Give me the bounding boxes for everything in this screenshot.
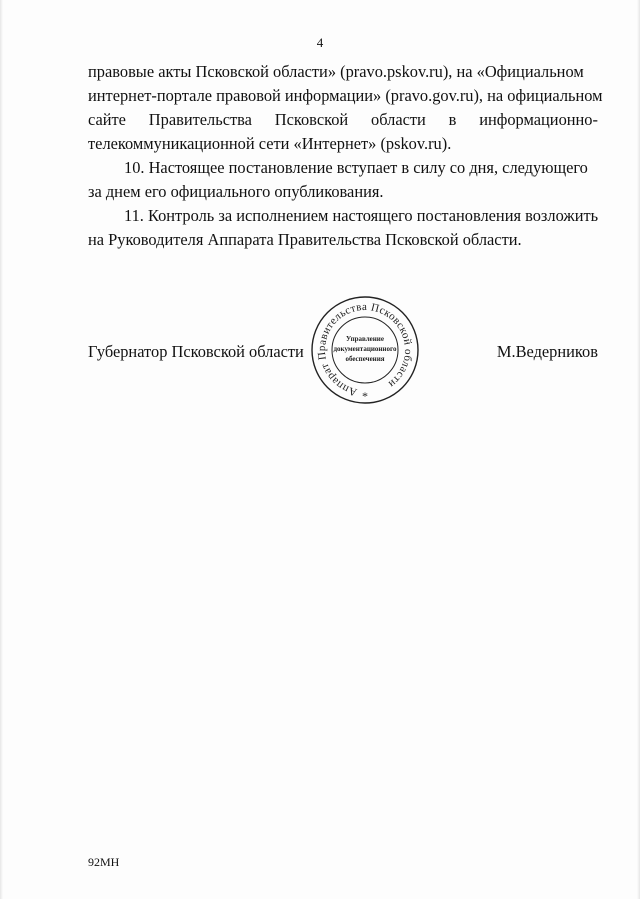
justified-word: области (371, 110, 426, 129)
body-line-3-justified (88, 108, 598, 132)
paragraph-10-line-2: за днем его официального опубликования. (88, 182, 384, 201)
seal-center-line-1: Управление (346, 335, 384, 343)
paragraph-11-line-1: 11. Контроль за исполнением настоящего постановления возложить (124, 206, 599, 225)
signatory-position: Губернатор Псковской области (88, 342, 304, 361)
seal-star: * (362, 389, 368, 403)
justified-word: сайте (88, 110, 126, 129)
document-footer-code: 92МН (88, 855, 120, 869)
justified-word: Правительства (148, 110, 252, 129)
page-number: 4 (316, 35, 324, 50)
signatory-name: М.Ведерников (496, 342, 598, 361)
paragraph-10-line-1: 10. Настоящее постановление вступает в силу со дня, следующего (124, 158, 588, 177)
seal-center-line-2: документационного (333, 345, 397, 353)
justified-word: информационно- (479, 110, 598, 129)
official-seal-stamp (296, 288, 434, 408)
seal-ring-text: Аппарат Правительства Псковской области (315, 300, 415, 399)
body-line-4: телекоммуникационной сети «Интернет» (pskov.ru). (88, 134, 452, 153)
page-edge-left (0, 0, 3, 899)
body-line-2: интернет-портале правовой информации» (pravo.gov.ru), на официальном (88, 86, 603, 105)
body-line-1: правовые акты Псковской области» (pravo.pskov.ru), на «Официальном (88, 62, 584, 81)
seal-center-line-3: обеспечения (345, 355, 385, 363)
justified-word: Псковской (274, 110, 349, 129)
justified-word: в (448, 110, 457, 129)
paragraph-11-line-2: на Руководителя Аппарата Правительства Псковской области. (88, 230, 522, 249)
